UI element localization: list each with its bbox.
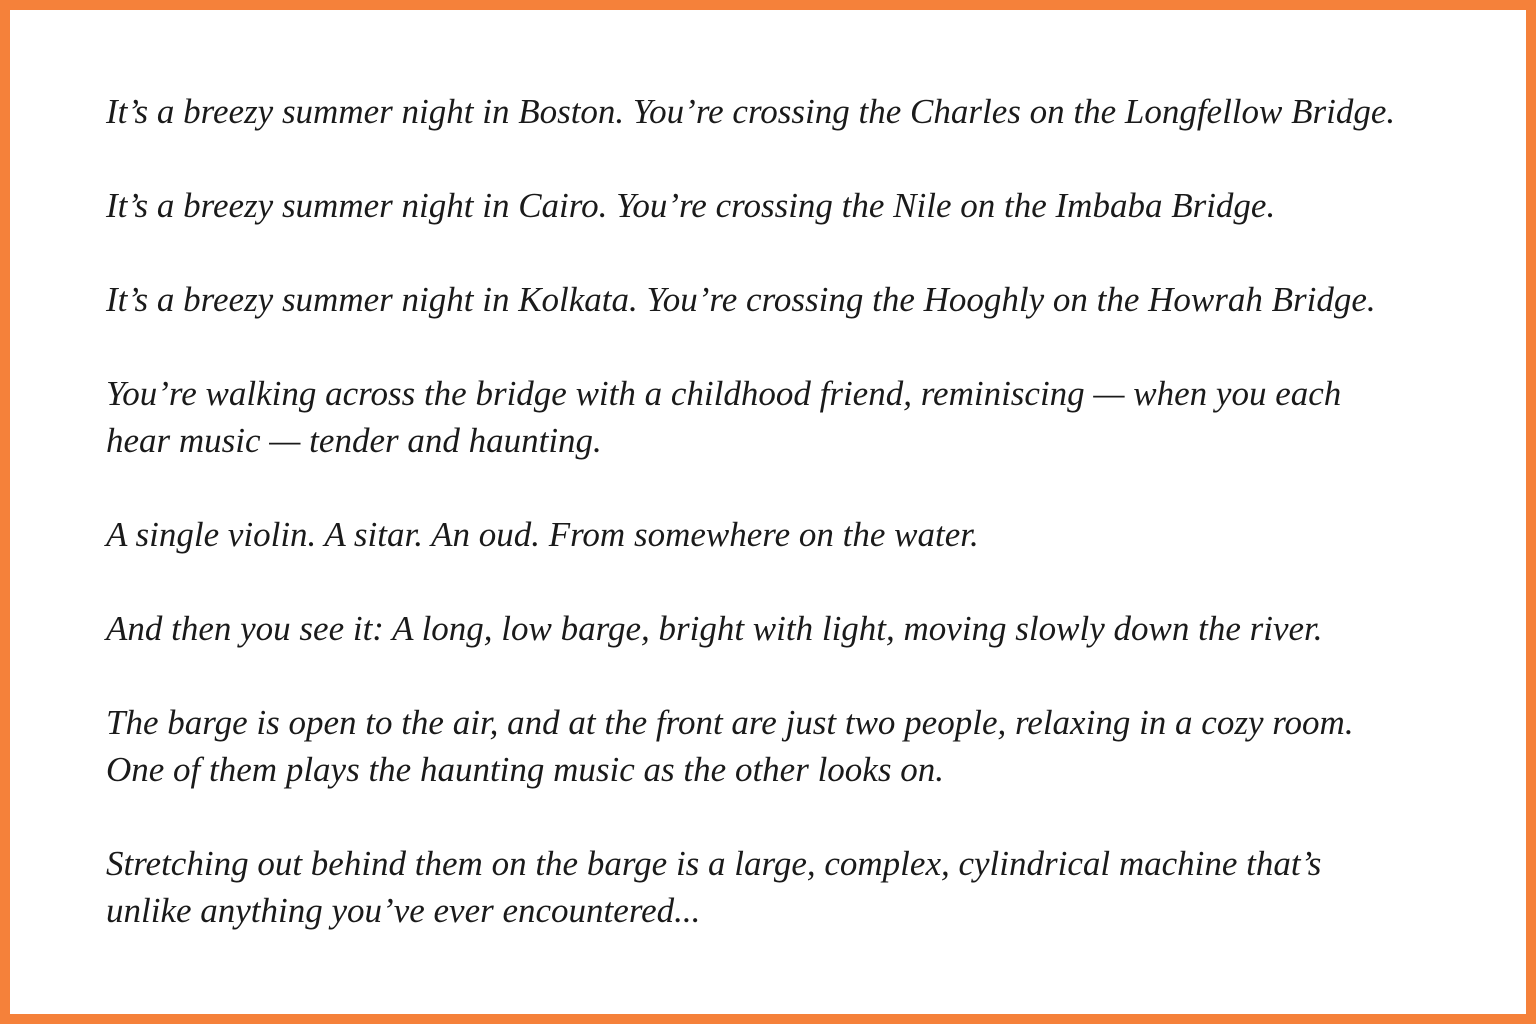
- paragraph-line: hear music — tender and haunting.: [106, 421, 602, 460]
- paragraph-line: A single violin. A sitar. An oud. From somewhere on the water.: [106, 515, 979, 554]
- paragraph-walking: [106, 370, 1446, 464]
- paragraph-line: It’s a breezy summer night in Kolkata. You’re crossing the Hooghly on the Howrah Bridge.: [106, 280, 1376, 319]
- paragraph-cairo: [106, 182, 1446, 229]
- paragraph-kolkata: [106, 276, 1446, 323]
- paragraph-line: It’s a breezy summer night in Boston. You’re crossing the Charles on the Longfellow Bridge.: [106, 92, 1396, 131]
- story-text: [106, 88, 1446, 981]
- paragraph-line: unlike anything you’ve ever encountered...: [106, 891, 701, 930]
- paragraph-barge-description: [106, 699, 1446, 793]
- paragraph-line: One of them plays the haunting music as the other looks on.: [106, 750, 944, 789]
- paragraph-machine: [106, 840, 1446, 934]
- paragraph-line: You’re walking across the bridge with a childhood friend, reminiscing — when you each: [106, 374, 1342, 413]
- paragraph-boston: [106, 88, 1446, 135]
- paragraph-line: And then you see it: A long, low barge, bright with light, moving slowly down the river.: [106, 609, 1323, 648]
- paragraph-line: It’s a breezy summer night in Cairo. You’re crossing the Nile on the Imbaba Bridge.: [106, 186, 1276, 225]
- paragraph-line: The barge is open to the air, and at the front are just two people, relaxing in a cozy room.: [106, 703, 1354, 742]
- paragraph-instruments: [106, 511, 1446, 558]
- paragraph-line: Stretching out behind them on the barge is a large, complex, cylindrical machine that’s: [106, 844, 1322, 883]
- paragraph-barge-sighting: [106, 605, 1446, 652]
